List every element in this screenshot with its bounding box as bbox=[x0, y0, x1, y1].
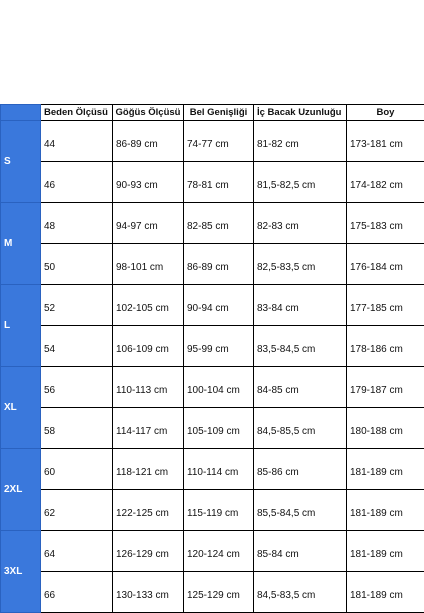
table-cell: 81-82 cm bbox=[254, 121, 347, 162]
table-cell: 102-105 cm bbox=[113, 285, 184, 326]
table-cell: 56 bbox=[41, 367, 113, 408]
table-cell: 84,5-83,5 cm bbox=[254, 572, 347, 613]
table-cell: 177-185 cm bbox=[347, 285, 424, 326]
table-row bbox=[1, 367, 424, 408]
table-cell: 60 bbox=[41, 449, 113, 490]
table-cell: 98-101 cm bbox=[113, 244, 184, 285]
table-cell: 86-89 cm bbox=[113, 121, 184, 162]
table-cell: 105-109 cm bbox=[184, 408, 254, 449]
table-cell: 175-183 cm bbox=[347, 203, 424, 244]
table-cell: 130-133 cm bbox=[113, 572, 184, 613]
table-row bbox=[1, 490, 424, 531]
table-cell: 64 bbox=[41, 531, 113, 572]
table-cell: 122-125 cm bbox=[113, 490, 184, 531]
table-cell: 85,5-84,5 cm bbox=[254, 490, 347, 531]
size-rows bbox=[1, 121, 424, 613]
table-row bbox=[1, 285, 424, 326]
table-cell: 94-97 cm bbox=[113, 203, 184, 244]
table-cell: 181-189 cm bbox=[347, 449, 424, 490]
table-cell: 181-189 cm bbox=[347, 531, 424, 572]
table-cell: 81,5-82,5 cm bbox=[254, 162, 347, 203]
header-gogus: Göğüs Ölçüsü bbox=[113, 105, 184, 121]
table-cell: 176-184 cm bbox=[347, 244, 424, 285]
size-label: 2XL bbox=[1, 449, 41, 531]
size-label: M bbox=[1, 203, 41, 285]
table-cell: 82,5-83,5 cm bbox=[254, 244, 347, 285]
table-cell: 85-84 cm bbox=[254, 531, 347, 572]
table-cell: 85-86 cm bbox=[254, 449, 347, 490]
table-row bbox=[1, 449, 424, 490]
table-cell: 118-121 cm bbox=[113, 449, 184, 490]
table-cell: 181-189 cm bbox=[347, 572, 424, 613]
table-cell: 84-85 cm bbox=[254, 367, 347, 408]
header-ic-bacak: İç Bacak Uzunluğu bbox=[254, 105, 347, 121]
table-cell: 58 bbox=[41, 408, 113, 449]
table-cell: 180-188 cm bbox=[347, 408, 424, 449]
size-label: XL bbox=[1, 367, 41, 449]
table-cell: 174-182 cm bbox=[347, 162, 424, 203]
table-cell: 66 bbox=[41, 572, 113, 613]
table-row bbox=[1, 326, 424, 367]
table-cell: 110-113 cm bbox=[113, 367, 184, 408]
table-cell: 179-187 cm bbox=[347, 367, 424, 408]
table-cell: 83-84 cm bbox=[254, 285, 347, 326]
size-table bbox=[0, 104, 424, 613]
table-cell: 120-124 cm bbox=[184, 531, 254, 572]
table-cell: 114-117 cm bbox=[113, 408, 184, 449]
table-cell: 178-186 cm bbox=[347, 326, 424, 367]
table-row bbox=[1, 572, 424, 613]
table-cell: 46 bbox=[41, 162, 113, 203]
header-bel: Bel Genişliği bbox=[184, 105, 254, 121]
table-row bbox=[1, 203, 424, 244]
table-cell: 95-99 cm bbox=[184, 326, 254, 367]
table-cell: 52 bbox=[41, 285, 113, 326]
header-beden: Beden Ölçüsü bbox=[41, 105, 113, 121]
size-chart bbox=[0, 104, 424, 613]
table-cell: 100-104 cm bbox=[184, 367, 254, 408]
table-cell: 86-89 cm bbox=[184, 244, 254, 285]
table-cell: 115-119 cm bbox=[184, 490, 254, 531]
table-row bbox=[1, 408, 424, 449]
table-cell: 126-129 cm bbox=[113, 531, 184, 572]
header-row bbox=[1, 105, 424, 121]
table-row bbox=[1, 162, 424, 203]
size-label: L bbox=[1, 285, 41, 367]
table-cell: 74-77 cm bbox=[184, 121, 254, 162]
table-cell: 78-81 cm bbox=[184, 162, 254, 203]
size-header-cell bbox=[1, 105, 41, 121]
table-row bbox=[1, 244, 424, 285]
table-cell: 173-181 cm bbox=[347, 121, 424, 162]
table-cell: 48 bbox=[41, 203, 113, 244]
table-cell: 181-189 cm bbox=[347, 490, 424, 531]
size-label: S bbox=[1, 121, 41, 203]
table-cell: 50 bbox=[41, 244, 113, 285]
table-row bbox=[1, 531, 424, 572]
table-cell: 110-114 cm bbox=[184, 449, 254, 490]
table-cell: 90-94 cm bbox=[184, 285, 254, 326]
table-cell: 82-85 cm bbox=[184, 203, 254, 244]
table-cell: 82-83 cm bbox=[254, 203, 347, 244]
table-cell: 54 bbox=[41, 326, 113, 367]
table-cell: 83,5-84,5 cm bbox=[254, 326, 347, 367]
header-boy: Boy bbox=[347, 105, 424, 121]
table-cell: 44 bbox=[41, 121, 113, 162]
table-cell: 84,5-85,5 cm bbox=[254, 408, 347, 449]
table-cell: 106-109 cm bbox=[113, 326, 184, 367]
table-cell: 62 bbox=[41, 490, 113, 531]
table-row bbox=[1, 121, 424, 162]
size-label: 3XL bbox=[1, 531, 41, 613]
table-cell: 125-129 cm bbox=[184, 572, 254, 613]
table-cell: 90-93 cm bbox=[113, 162, 184, 203]
